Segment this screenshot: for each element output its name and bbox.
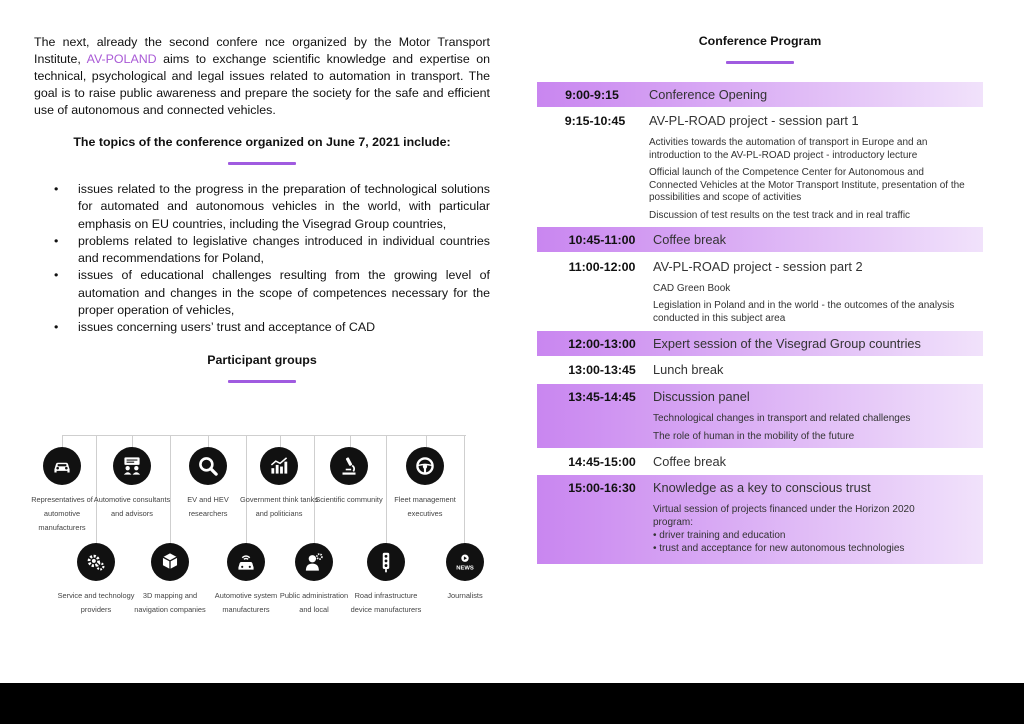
group-label: Road infrastructure device manufacturers — [350, 591, 422, 614]
group-label: Service and technology providers — [57, 591, 135, 614]
connector-line — [62, 435, 466, 436]
program-row — [537, 331, 983, 356]
row-title: AV-PL-ROAD project - session part 2 — [653, 259, 863, 274]
connected-car-icon — [227, 543, 265, 581]
group-public-administration — [274, 543, 354, 617]
row-detail: • driver training and education — [653, 530, 786, 541]
row-detail: CAD Green Book — [653, 283, 731, 294]
groups-underline — [228, 380, 296, 383]
group-fleet-management — [385, 447, 465, 521]
microscope-icon — [330, 447, 368, 485]
car-icon — [43, 447, 81, 485]
group-service-providers — [56, 543, 136, 617]
program-row — [537, 384, 983, 448]
group-label: Fleet management executives — [394, 495, 456, 518]
traffic-light-icon — [367, 543, 405, 581]
row-time: 13:00-13:45 — [568, 363, 636, 377]
steering-wheel-icon — [406, 447, 444, 485]
row-title: Lunch break — [653, 362, 724, 377]
group-label: Automotive system manufacturers — [214, 591, 278, 614]
group-ev-researchers — [168, 447, 248, 521]
topics-underline — [228, 162, 296, 165]
program-row — [537, 82, 983, 107]
left-column — [34, 34, 490, 383]
magnifier-icon — [189, 447, 227, 485]
row-title: AV-PL-ROAD project - session part 1 — [649, 113, 859, 128]
topic-item: • issues of educational challenges resulting from the growing level of automation and changes in the scope of competences necessary for the proper operation of vehicles, — [54, 267, 490, 319]
topics-list — [54, 181, 490, 337]
row-detail: Official launch of the Competence Center for Autonomous and Connected Vehicles at the Motor Transport Institute, presentation of the possibilities and scope of activities — [649, 167, 965, 204]
row-time: 9:00-9:15 — [565, 88, 619, 102]
bar-chart-icon — [260, 447, 298, 485]
group-label: Journalists — [447, 591, 483, 600]
program-heading: Conference Program — [698, 34, 822, 48]
row-title: Knowledge as a key to conscious trust — [653, 480, 871, 495]
intro-paragraph — [34, 34, 490, 119]
group-government — [239, 447, 319, 521]
row-detail: The role of human in the mobility of the future — [653, 431, 855, 442]
row-title: Discussion panel — [653, 389, 750, 404]
topic-item: • problems related to legislative changes introduced in individual countries and recommendations for Poland, — [54, 233, 490, 268]
row-detail: Legislation in Poland and in the world - the outcomes of the analysis conducted in this subject area — [653, 300, 955, 324]
row-time: 13:45-14:45 — [568, 390, 636, 404]
intro-text-1: The next, already the second confere nce organized by the Motor Transport Institute, — [34, 35, 490, 66]
conference-program — [537, 34, 983, 554]
row-time: 15:00-16:30 — [568, 481, 636, 495]
row-time: 12:00-13:00 — [568, 337, 636, 351]
intro-text-2: aims to exchange scientific knowledge and expertise on technical, psychological and legal issues related to automation in transport. The goal is to raise public awareness and prepare the society for the safe and efficient use of autonomous and connected vehicles. — [34, 52, 490, 117]
svg-text:NEWS: NEWS — [456, 565, 474, 572]
row-detail: Discussion of test results on the test track and in real traffic — [649, 210, 911, 221]
group-road-infrastructure — [346, 543, 426, 617]
program-row — [537, 357, 983, 382]
participant-groups — [24, 433, 504, 633]
topics-heading: The topics of the conference organized on June 7, 2021 include: — [73, 135, 451, 149]
group-label: Automotive consultants and advisors — [93, 495, 171, 518]
group-label: Government think tanks and politicians — [239, 495, 319, 518]
gears-icon — [77, 543, 115, 581]
row-detail: Virtual session of projects financed under the Horizon 2020 program: — [653, 504, 915, 528]
consultants-icon — [113, 447, 151, 485]
groups-heading: Participant groups — [207, 352, 317, 367]
group-label: Scientific community — [315, 495, 383, 504]
person-gear-icon — [295, 543, 333, 581]
program-row — [537, 227, 983, 252]
topic-item: • issues concerning users’ trust and acceptance of CAD — [54, 319, 490, 336]
group-label: Public administration and local — [279, 591, 349, 614]
group-journalists — [425, 543, 505, 603]
group-3d-mapping — [130, 543, 210, 617]
row-time: 14:45-15:00 — [568, 455, 636, 469]
group-automotive-manufacturers — [22, 447, 102, 535]
row-detail: Activities towards the automation of transport in Europe and an introduction to the AV-PL-ROAD project - introductory lecture — [649, 137, 928, 161]
row-detail: • trust and acceptance for new autonomous technologies — [653, 543, 905, 554]
row-time: 10:45-11:00 — [568, 233, 636, 247]
row-title: Coffee break — [653, 232, 727, 247]
3d-box-icon — [151, 543, 189, 581]
group-label: EV and HEV researchers — [187, 495, 229, 518]
row-time: 9:15-10:45 — [564, 114, 626, 128]
program-row — [537, 475, 983, 564]
program-row — [537, 254, 983, 330]
group-scientific — [309, 447, 389, 507]
group-label: 3D mapping and navigation companies — [134, 591, 206, 614]
news-icon — [446, 543, 484, 581]
conference-name: AV-POLAND — [86, 52, 157, 66]
program-row — [537, 449, 983, 474]
topic-item: • issues related to the progress in the preparation of technological solutions for automated and autonomous vehicles in the world, with particular emphasis on EU countries, including the Visegrad Group countries, — [54, 181, 490, 233]
bottom-black-bar — [0, 683, 1024, 724]
row-title: Expert session of the Visegrad Group countries — [653, 336, 921, 351]
row-time: 11:00-12:00 — [568, 260, 636, 274]
program-underline — [726, 61, 794, 64]
program-row — [537, 108, 983, 225]
row-title: Conference Opening — [649, 87, 768, 102]
row-detail: Technological changes in transport and related challenges — [653, 413, 911, 424]
group-label: Representatives of automotive manufacturers — [31, 495, 93, 532]
row-title: Coffee break — [653, 454, 727, 469]
group-consultants — [92, 447, 172, 521]
